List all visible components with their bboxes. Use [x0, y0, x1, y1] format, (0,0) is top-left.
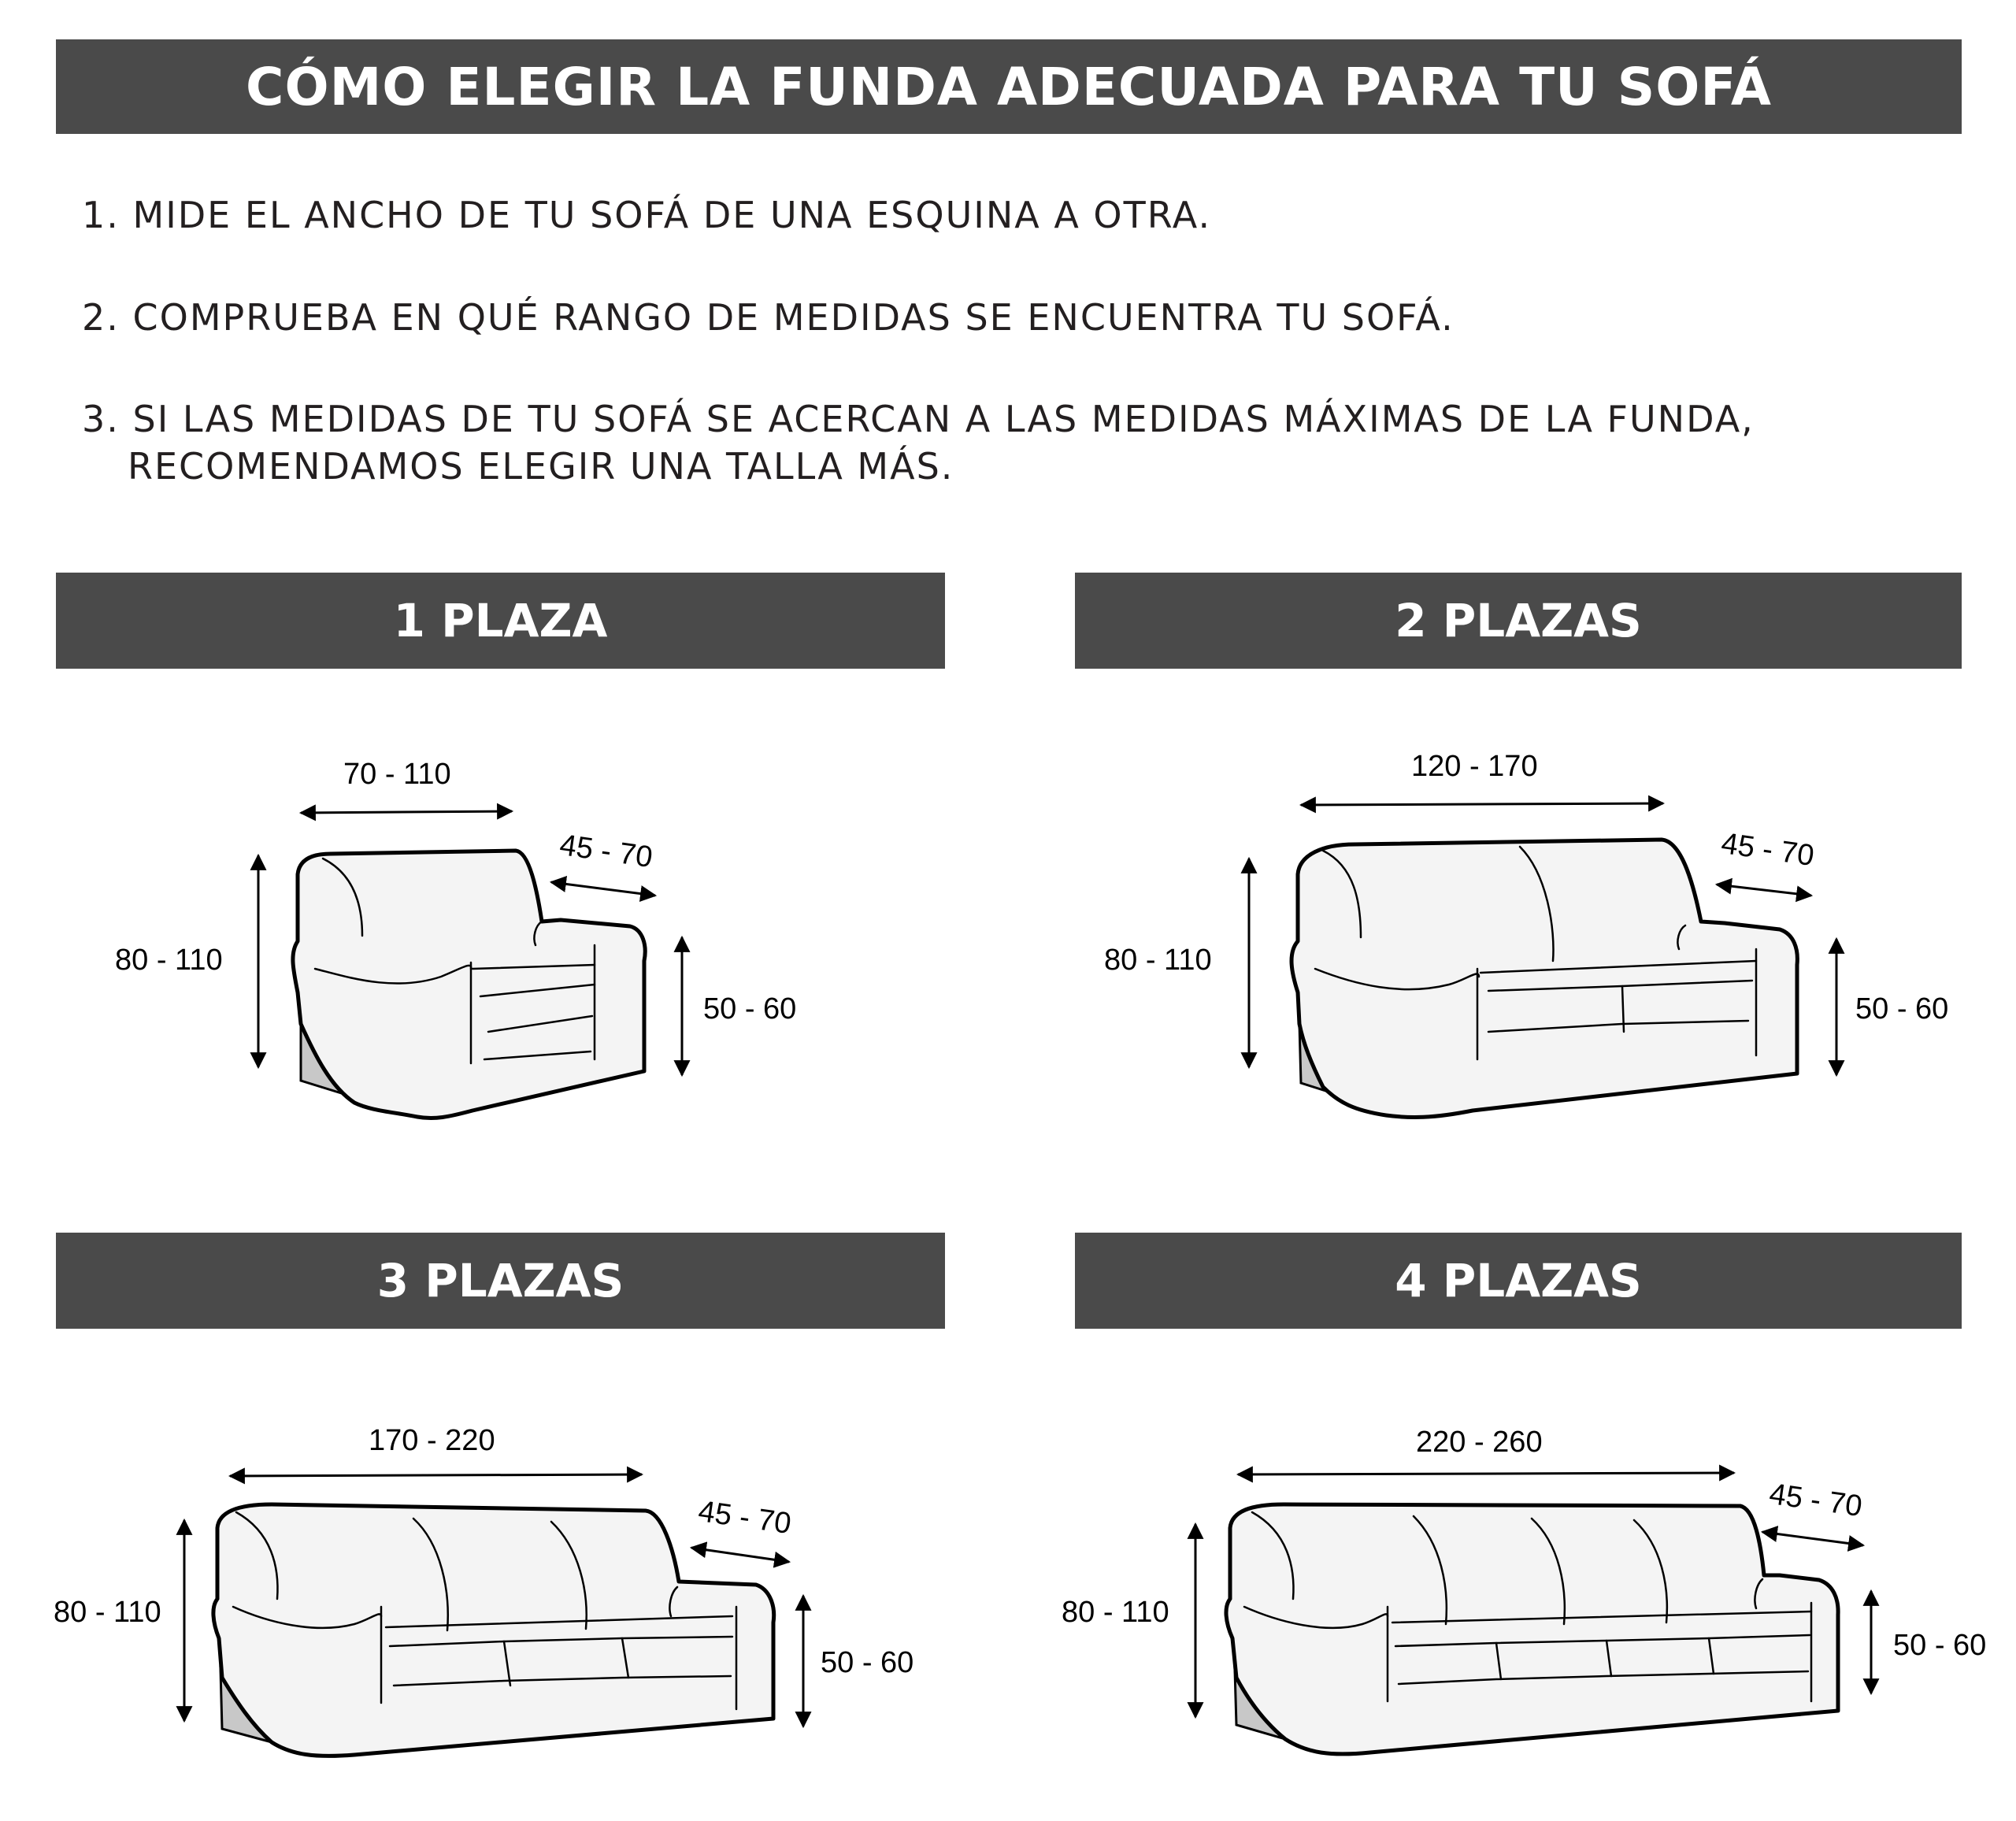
width-arrow-1	[301, 811, 512, 813]
seat-label-4: 50 - 60	[1893, 1629, 1987, 1662]
depth-label-3: 45 - 70	[696, 1495, 794, 1541]
width-arrow-2	[1301, 803, 1663, 805]
step-1: 1. MIDE EL ANCHO DE TU SOFÁ DE UNA ESQUINA A OTRA.	[82, 194, 1212, 236]
width-label-4: 220 - 260	[1416, 1426, 1543, 1459]
height-label-2: 80 - 110	[1104, 944, 1212, 977]
section-title-3-plazas: 3 PLAZAS	[56, 1233, 945, 1329]
depth-arrow-1	[551, 882, 655, 896]
armchair-1-plaza-illustration	[293, 851, 645, 1118]
depth-label-4: 45 - 70	[1767, 1478, 1865, 1524]
page-title: CÓMO ELEGIR LA FUNDA ADECUADA PARA TU SOFÁ	[56, 39, 1962, 134]
section-title-4-plazas: 4 PLAZAS	[1075, 1233, 1962, 1329]
seat-label-3: 50 - 60	[821, 1646, 914, 1679]
width-arrow-4	[1238, 1473, 1734, 1474]
height-label-3: 80 - 110	[54, 1596, 161, 1629]
step-3-continued: RECOMENDAMOS ELEGIR UNA TALLA MÁS.	[128, 445, 954, 488]
depth-label-1: 45 - 70	[558, 829, 655, 875]
sofa-2-plazas-illustration	[1292, 840, 1797, 1117]
seat-label-1: 50 - 60	[703, 992, 797, 1025]
width-label-3: 170 - 220	[369, 1424, 495, 1457]
seat-label-2: 50 - 60	[1855, 992, 1949, 1025]
width-label-1: 70 - 110	[343, 758, 451, 791]
depth-arrow-3	[691, 1548, 789, 1562]
sofa-3-plazas-illustration	[213, 1504, 774, 1756]
depth-arrow-4	[1762, 1532, 1863, 1545]
height-label-1: 80 - 110	[115, 944, 223, 977]
width-label-2: 120 - 170	[1411, 750, 1538, 783]
height-label-4: 80 - 110	[1062, 1596, 1169, 1629]
depth-arrow-2	[1717, 885, 1811, 896]
step-3: 3. SI LAS MEDIDAS DE TU SOFÁ SE ACERCAN A LAS MEDIDAS MÁXIMAS DE LA FUNDA,	[82, 398, 1755, 440]
step-2: 2. COMPRUEBA EN QUÉ RANGO DE MEDIDAS SE ENCUENTRA TU SOFÁ.	[82, 296, 1455, 339]
width-arrow-3	[230, 1474, 642, 1476]
depth-label-2: 45 - 70	[1719, 827, 1817, 873]
section-title-1-plaza: 1 PLAZA	[56, 573, 945, 669]
sofa-4-plazas-illustration	[1226, 1504, 1838, 1754]
section-title-2-plazas: 2 PLAZAS	[1075, 573, 1962, 669]
